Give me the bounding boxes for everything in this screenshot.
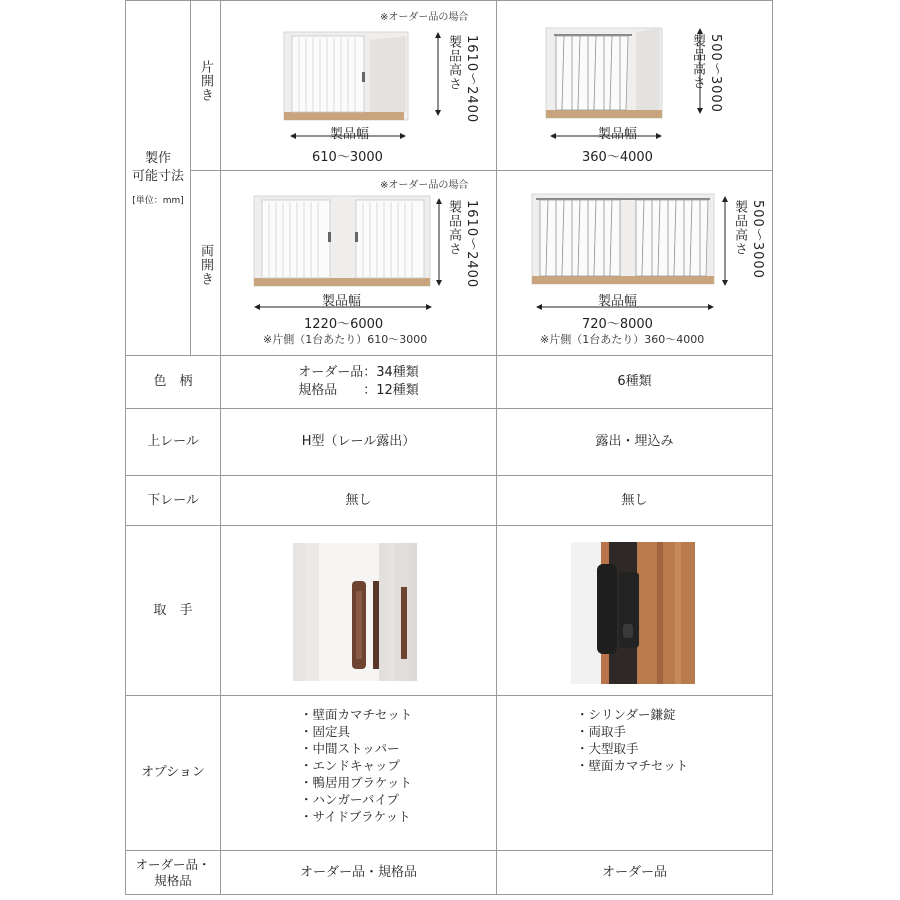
size-section-label (126, 150, 190, 210)
handle-photo-left (293, 543, 417, 681)
option-item: ・大型取手 (576, 741, 639, 756)
handle-row-label: 取 手 (153, 602, 193, 618)
single-open-label: 片開き (198, 60, 213, 102)
color-right-cell: 6種類 (617, 374, 652, 389)
options-row-label: オプション (141, 765, 205, 780)
options-left-list (300, 706, 412, 825)
height-label-single-left: 製品高さ (446, 35, 461, 91)
width-label-single-left: 製品幅 (330, 127, 370, 142)
option-item: ・シリンダー鎌錠 (576, 707, 676, 722)
option-item: ・鴨居用ブラケット (300, 775, 412, 790)
height-label-single-right: 製品高さ (690, 34, 705, 90)
row-divider-options (125, 695, 773, 696)
upper-rail-label: 上レール (147, 434, 199, 449)
subcolumn-divider (190, 0, 191, 356)
double-right-diagram (528, 188, 718, 288)
option-item: ・エンドキャップ (300, 758, 401, 773)
order-right: オーダー品 (601, 864, 667, 880)
upper-rail-right: 露出・埋込み (595, 434, 674, 449)
row-divider-handle (125, 525, 773, 526)
order-row-label (126, 851, 220, 894)
size-label-line1: 製作 (144, 151, 171, 166)
double-left-diagram (248, 192, 438, 302)
size-unit-label: [単位：mm] (132, 196, 184, 206)
options-right-list (576, 706, 688, 774)
option-item: ・ハンガーパイプ (300, 792, 400, 807)
height-label-double-left: 製品高さ (446, 200, 461, 256)
width-range-double-left: 1220〜6000 (304, 317, 384, 332)
table-top-border (125, 0, 773, 1)
height-range-double-left: 1610〜2400 (464, 200, 479, 289)
lower-rail-label: 下レール (147, 492, 199, 508)
option-item: ・固定具 (300, 724, 351, 739)
order-note-single: ※オーダー品の場合 (380, 12, 469, 23)
table-right-border (772, 0, 773, 895)
double-open-label: 両開き (198, 244, 213, 286)
option-item: ・壁面カマチセット (576, 758, 689, 773)
size-label-line2: 可能寸法 (131, 169, 184, 184)
order-label-line2: 規格品 (154, 872, 192, 888)
per-side-double-right: ※片側（1台あたり）360〜4000 (540, 333, 705, 346)
row-divider-single-double (190, 170, 773, 171)
color-row-label: 色 柄 (153, 374, 193, 389)
width-label-single-right: 製品幅 (598, 127, 638, 142)
order-note-double: ※オーダー品の場合 (380, 180, 469, 191)
lower-rail-left: 無し (345, 492, 372, 508)
order-left: オーダー品・規格品 (299, 864, 417, 880)
color-standard-count: 規格品 ：12種類 (298, 383, 419, 398)
height-label-double-right: 製品高さ (732, 200, 747, 256)
option-item: ・両取手 (576, 724, 627, 739)
width-range-single-right: 360〜4000 (582, 150, 653, 165)
width-range-double-right: 720〜8000 (582, 317, 653, 332)
option-item: ・壁面カマチセット (300, 707, 413, 722)
width-label-double-left: 製品幅 (322, 294, 362, 309)
height-range-single-left: 1610〜2400 (464, 35, 479, 124)
option-item: ・サイドブラケット (300, 809, 411, 824)
height-range-single-right: 500〜3000 (708, 34, 723, 113)
option-item: ・中間ストッパー (300, 741, 400, 756)
handle-photo-right (571, 542, 695, 684)
upper-rail-left: H型（レール露出） (301, 434, 416, 449)
order-label-line1: オーダー品・ (135, 856, 211, 872)
per-side-double-left: ※片側（1台あたり）610〜3000 (263, 333, 428, 346)
single-right-diagram (540, 24, 760, 144)
width-label-double-right: 製品幅 (598, 294, 638, 309)
height-range-double-right: 500〜3000 (750, 200, 765, 279)
lower-rail-right: 無し (621, 492, 648, 508)
color-left-cell (221, 356, 496, 408)
table-bottom-border (125, 894, 773, 895)
width-range-single-left: 610〜3000 (312, 150, 383, 165)
color-order-count: オーダー品：34種類 (298, 365, 419, 380)
